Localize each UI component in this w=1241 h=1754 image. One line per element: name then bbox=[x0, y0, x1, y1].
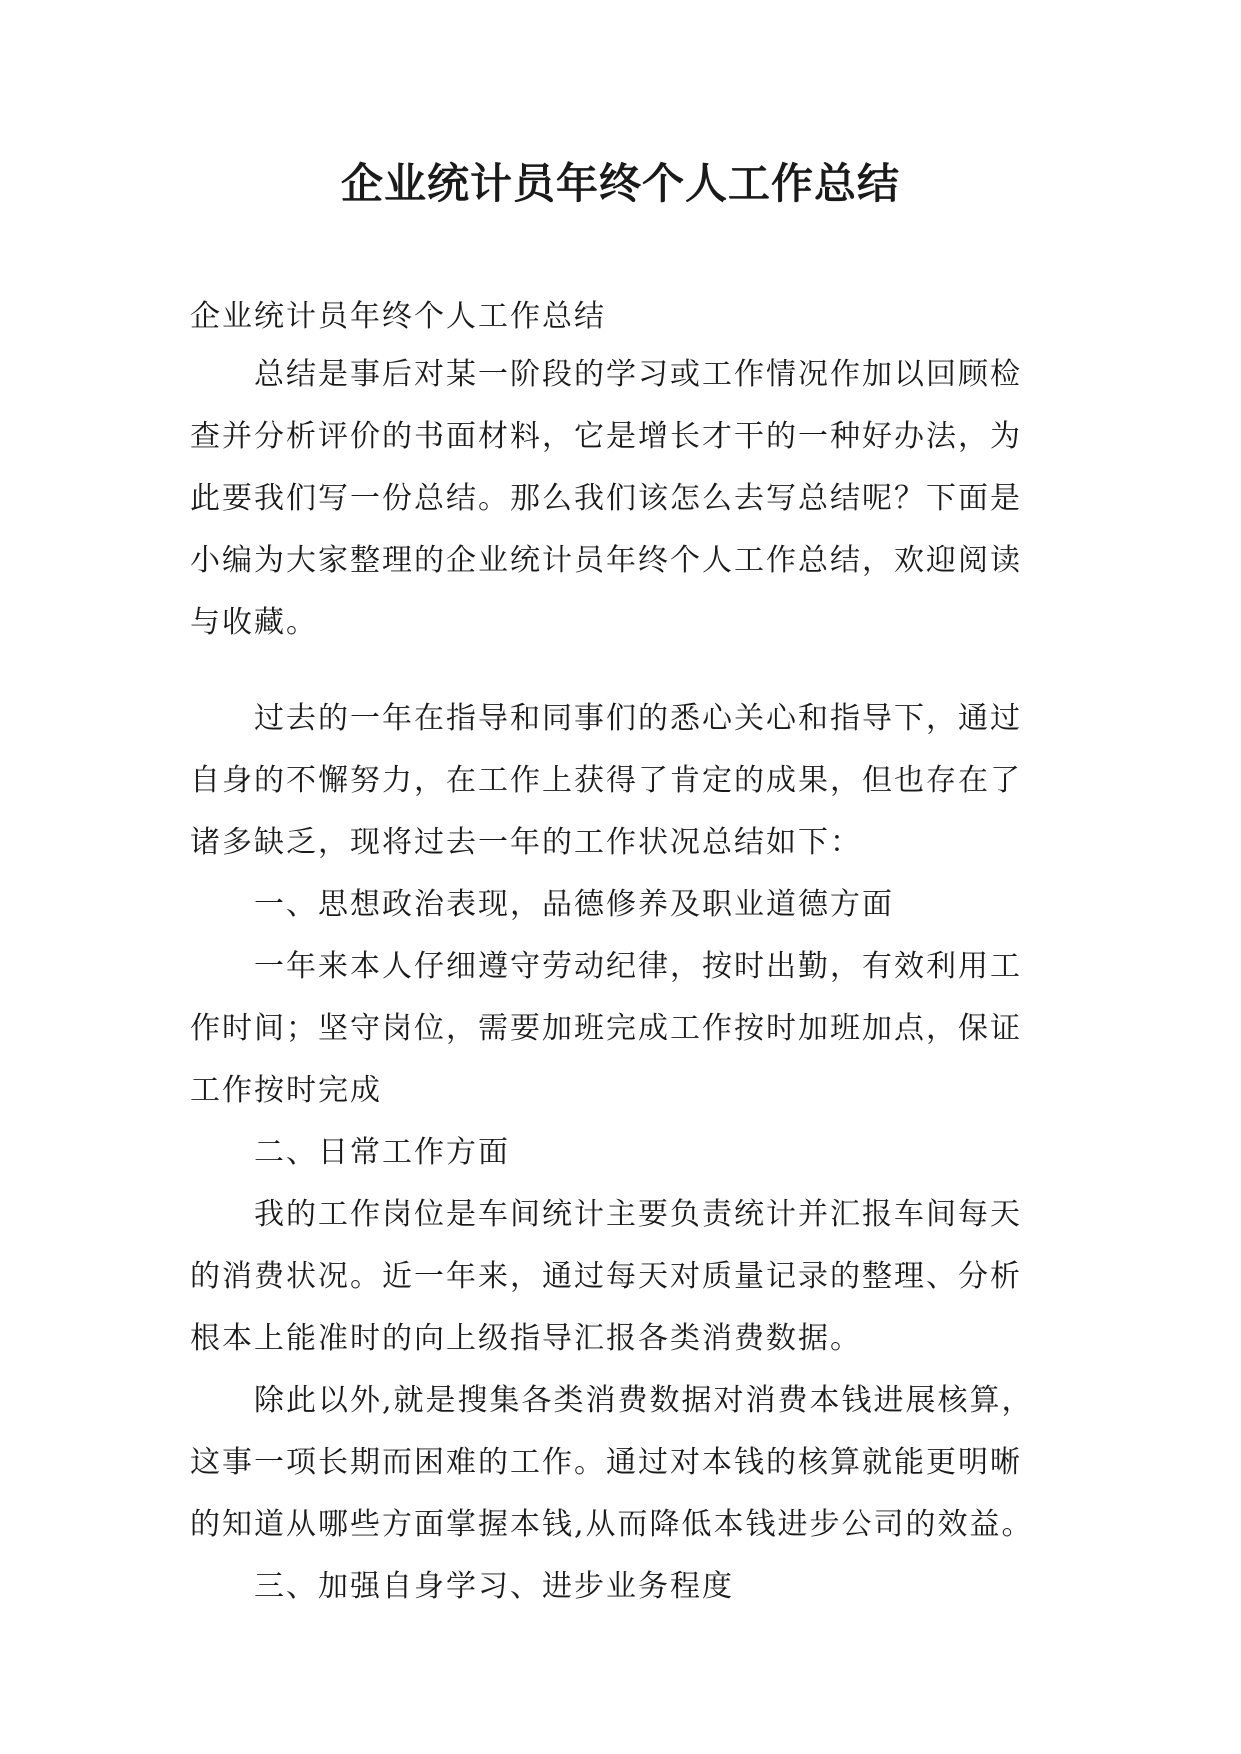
intro-paragraph: 总结是事后对某一阶段的学习或工作情况作加以回顾检查并分析评价的书面材料，它是增长才干的一种好办法，为此要我们写一份总结。那么我们该怎么去写总结呢？下面是小编为大家整理的企业统计员年终个人工作总结，欢迎阅读与收藏。 bbox=[190, 357, 1022, 640]
heading-section-2: 二、日常工作方面 bbox=[254, 1135, 510, 1170]
heading-section-3: 三、加强自身学习、进步业务程度 bbox=[254, 1569, 734, 1604]
main-section bbox=[190, 688, 1050, 1618]
document-subtitle: 企业统计员年终个人工作总结 bbox=[190, 299, 606, 334]
paragraph-overview: 过去的一年在指导和同事们的悉心关心和指导下，通过自身的不懈努力，在工作上获得了肯定的成果，但也存在了诸多缺乏，现将过去一年的工作状况总结如下： bbox=[190, 701, 1022, 860]
heading-section-1: 一、思想政治表现，品德修养及职业道德方面 bbox=[254, 887, 894, 922]
paragraph-section-1: 一年来本人仔细遵守劳动纪律，按时出勤，有效利用工作时间；坚守岗位，需要加班完成工作按时加班加点，保证工作按时完成 bbox=[190, 949, 1022, 1108]
intro-section bbox=[190, 344, 1050, 654]
paragraph-section-2b: 除此以外,就是搜集各类消费数据对消费本钱进展核算，这事一项长期而困难的工作。通过对本钱的核算就能更明晰的知道从哪些方面掌握本钱,从而降低本钱进步公司的效益。 bbox=[190, 1383, 1034, 1542]
paragraph-section-2a: 我的工作岗位是车间统计主要负责统计并汇报车间每天的消费状况。近一年来，通过每天对质量记录的整理、分析根本上能准时的向上级指导汇报各类消费数据。 bbox=[190, 1197, 1022, 1356]
document-title: 企业统计员年终个人工作总结 bbox=[340, 159, 900, 208]
